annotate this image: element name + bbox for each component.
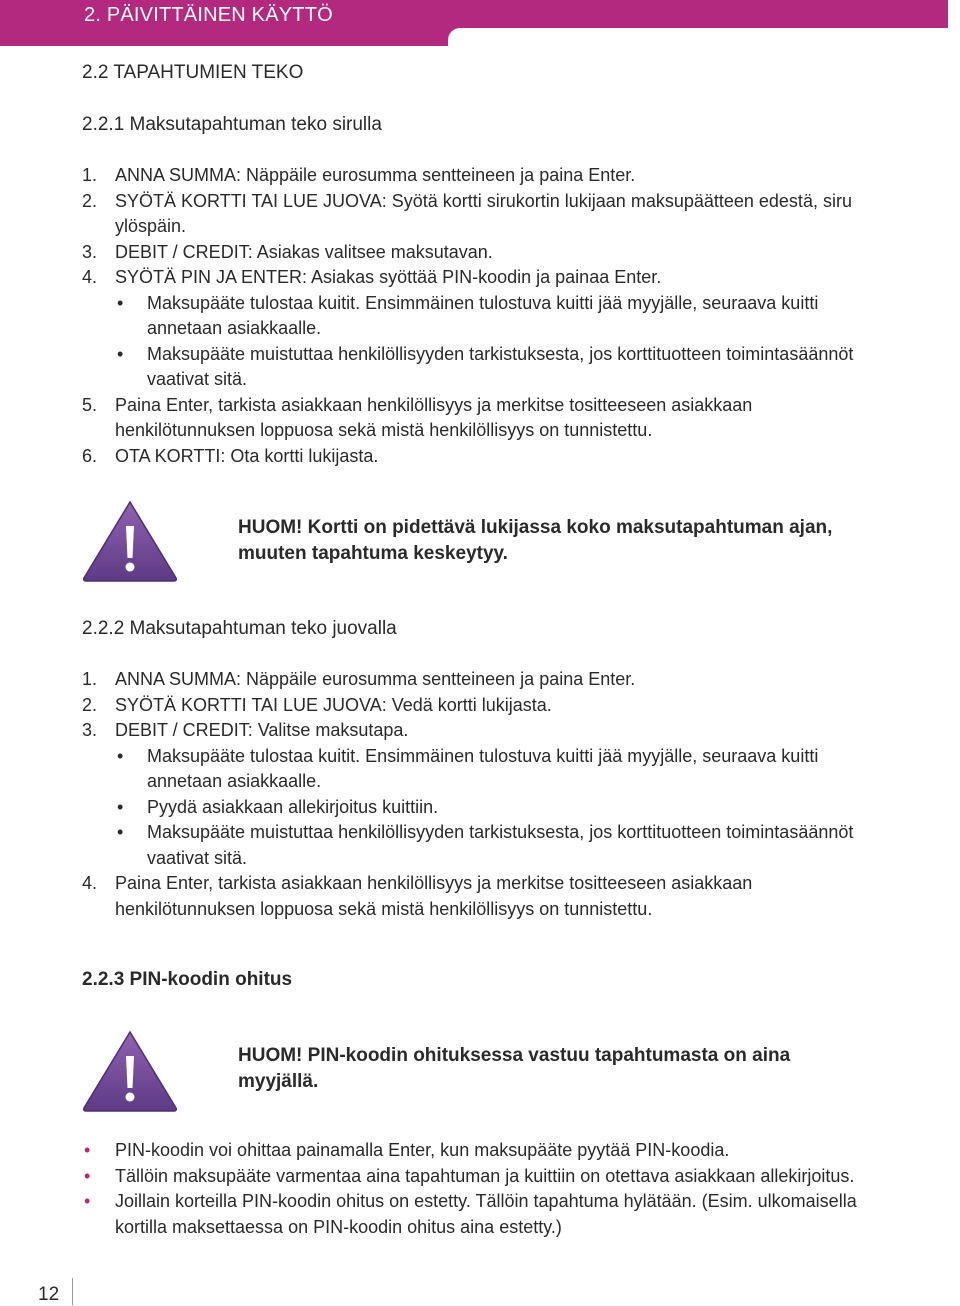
stripe-steps-list [82,667,882,922]
sub-list [82,744,882,872]
list-item: 5. Paina Enter, tarkista asiakkaan henkilöllisyys ja merkitse tositteeseen asiakkaan henkilötunnuksen loppuosa sekä mistä henkilöllisyys on tunnistettu. [82,394,753,440]
subsection-title-stripe: 2.2.2 Maksutapahtuman teko juovalla [82,618,397,639]
sub-list-item: • Maksupääte tulostaa kuitit. Ensimmäinen tulostuva kuitti jää myyjälle, seuraava kuitti annetaan asiakkaalle. [117,292,819,338]
pin-bullets-list [82,1138,882,1240]
list-item: 1. ANNA SUMMA: Näppäile eurosumma sentteineen ja paina Enter. [82,165,636,185]
list-item: • PIN-koodin voi ohittaa painamalla Enter, kun maksupääte pyytää PIN-koodia. [84,1140,730,1160]
sub-list [82,291,882,393]
sub-list-item: • Maksupääte tulostaa kuitit. Ensimmäinen tulostuva kuitti jää myyjälle, seuraava kuitti annetaan asiakkaalle. [117,745,819,791]
subsection-title-pin: 2.2.3 PIN-koodin ohitus [82,969,293,990]
chapter-title: 2. PÄIVITTÄINEN KÄYTTÖ [84,4,333,26]
list-item: 2. SYÖTÄ KORTTI TAI LUE JUOVA: Vedä kortti lukijasta. [82,694,552,715]
section-title: 2.2 TAPAHTUMIEN TEKO [82,62,304,83]
warning-icon [80,1028,180,1114]
sub-list-item: • Maksupääte muistuttaa henkilöllisyyden tarkistuksesta, jos korttituotteen toimintasäännöt vaativat sitä. [117,822,854,868]
list-item: 4. SYÖTÄ PIN JA ENTER: Asiakas syöttää PIN-koodin ja painaa Enter. • Maksupääte tulostaa kuitit. Ensimmäinen tulostuva kuitti jää myyjälle, seuraava kuitti annetaan asiakkaalle. • Maksupääte muistuttaa henkilöllisyyden tarkistuksesta, jos korttituotteen toimintasäännöt vaativat sitä. [82,265,882,393]
list-item: • Joillain korteilla PIN-koodin ohitus on estetty. Tällöin tapahtuma hylätään. (Esim. ulkomaisella kortilla maksettaessa on PIN-koodin ohitus aina estetty.) [84,1191,857,1237]
sub-list-item: • Maksupääte muistuttaa henkilöllisyyden tarkistuksesta, jos korttituotteen toimintasäännöt vaativat sitä. [117,343,854,389]
page-number-divider [72,1278,73,1305]
list-item: 3. DEBIT / CREDIT: Asiakas valitsee maksutavan. [82,241,493,262]
page-number: 12 [38,1284,60,1305]
subsection-title-chip: 2.2.1 Maksutapahtuman teko sirulla [82,114,382,135]
chip-steps-list [82,163,882,469]
warning-text-chip: HUOM! Kortti on pidettävä lukijassa koko maksutapahtuman ajan, muuten tapahtuma keskeytyy. [238,517,833,564]
list-item: 1. ANNA SUMMA: Näppäile eurosumma sentteineen ja paina Enter. [82,669,636,689]
warning-icon [80,498,180,584]
warning-text-pin: HUOM! PIN-koodin ohituksessa vastuu tapahtumasta on aina myyjällä. [238,1045,791,1092]
list-item: 2. SYÖTÄ KORTTI TAI LUE JUOVA: Syötä kortti sirukortin lukijaan maksupäätteen edestä, siru ylöspäin. [82,190,852,236]
list-item: 6. OTA KORTTI: Ota kortti lukijasta. [82,445,379,466]
list-item: 4. Paina Enter, tarkista asiakkaan henkilöllisyys ja merkitse tositteeseen asiakkaan henkilötunnuksen loppuosa sekä mistä henkilöllisyys on tunnistettu. [82,873,753,919]
list-item: • Tällöin maksupääte varmentaa aina tapahtuman ja kuittiin on otettava asiakkaan allekirjoitus. [84,1165,855,1186]
list-item: 3. DEBIT / CREDIT: Valitse maksutapa. • Maksupääte tulostaa kuitit. Ensimmäinen tulostuva kuitti jää myyjälle, seuraava kuitti annetaan asiakkaalle. • Pyydä asiakkaan allekirjoitus kuittiin. • Maksupääte muistuttaa henkilöllisyyden tarkistuksesta, jos korttituotteen toimintasäännöt vaativat sitä. [82,718,882,871]
sub-list-item: • Pyydä asiakkaan allekirjoitus kuittiin. [117,796,439,817]
